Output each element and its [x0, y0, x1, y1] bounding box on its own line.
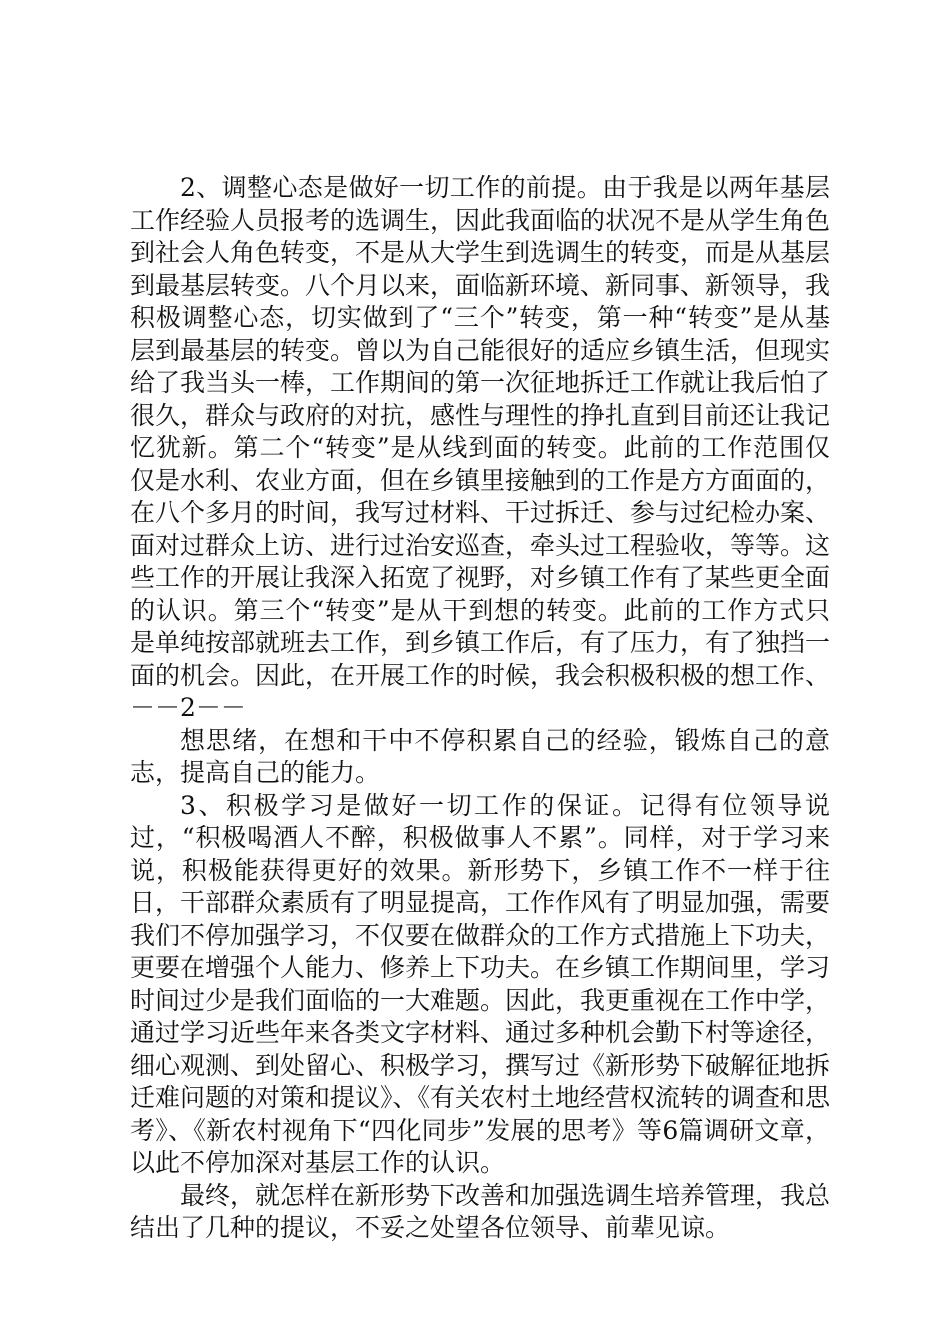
document-body: [130, 172, 830, 1245]
paragraph-adjust-mindset: 2、调整心态是做好一切工作的前提。由于我是以两年基层工作经验人员报考的选调生，因此我面临的状况不是从学生角色到社会人角色转变，不是从大学生到选调生的转变，而是从基层到最基层转变。八个月以来，面临新环境、新同事、新领导，我积极调整心态，切实做到了“三个”转变，第一种“转变”是从基层到最基层的转变。曾以为自己能很好的适应乡镇生活，但现实给了我当头一棒，工作期间的第一次征地拆迁工作就让我后怕了很久，群众与政府的对抗，感性与理性的挣扎直到目前还让我记忆犹新。第二个“转变”是从线到面的转变。此前的工作范围仅仅是水利、农业方面，但在乡镇里接触到的工作是方方面面的，在八个多月的时间，我写过材料、干过拆迁、参与过纪检办案、面对过群众上访、进行过治安巡查，牵头过工程验收，等等。这些工作的开展让我深入拓宽了视野，对乡镇工作有了某些更全面的认识。第三个“转变”是从干到想的转变。此前的工作方式只是单纯按部就班去工作，到乡镇工作后，有了压力，有了独挡一面的机会。因此，在开展工作的时候，我会积极积极的想工作、－－2－－: [130, 173, 831, 722]
paragraph-conclusion: 最终，就怎样在新形势下改善和加强选调生培养管理，我总结出了几种的提议，不妥之处望各位领导、前辈见谅。: [130, 1180, 831, 1242]
paragraph-continuation: 想思绪，在想和干中不停积累自己的经验，锻炼自己的意志，提高自己的能力。: [130, 725, 830, 787]
paragraph-active-learning: 3、积极学习是做好一切工作的保证。记得有位领导说过，“积极喝酒人不醉，积极做事人不累”。同样，对于学习来说，积极能获得更好的效果。新形势下，乡镇工作不一样于往日，干部群众素质有了明显提高，工作作风有了明显加强，需要我们不停加强学习，不仅要在做群众的工作方式措施上下功夫，更要在增强个人能力、修养上下功夫。在乡镇工作期间里，学习时间过少是我们面临的一大难题。因此，我更重视在工作中学，通过学习近些年来各类文字材料、通过多种机会勤下村等途径，细心观测、到处留心、积极学习，撰写过《新形势下破解征地拆迁难问题的对策和提议》、《有关农村土地经营权流转的调查和思考》、《新农村视角下“四化同步”发展的思考》等6篇调研文章，以此不停加深对基层工作的认识。: [130, 790, 831, 1177]
